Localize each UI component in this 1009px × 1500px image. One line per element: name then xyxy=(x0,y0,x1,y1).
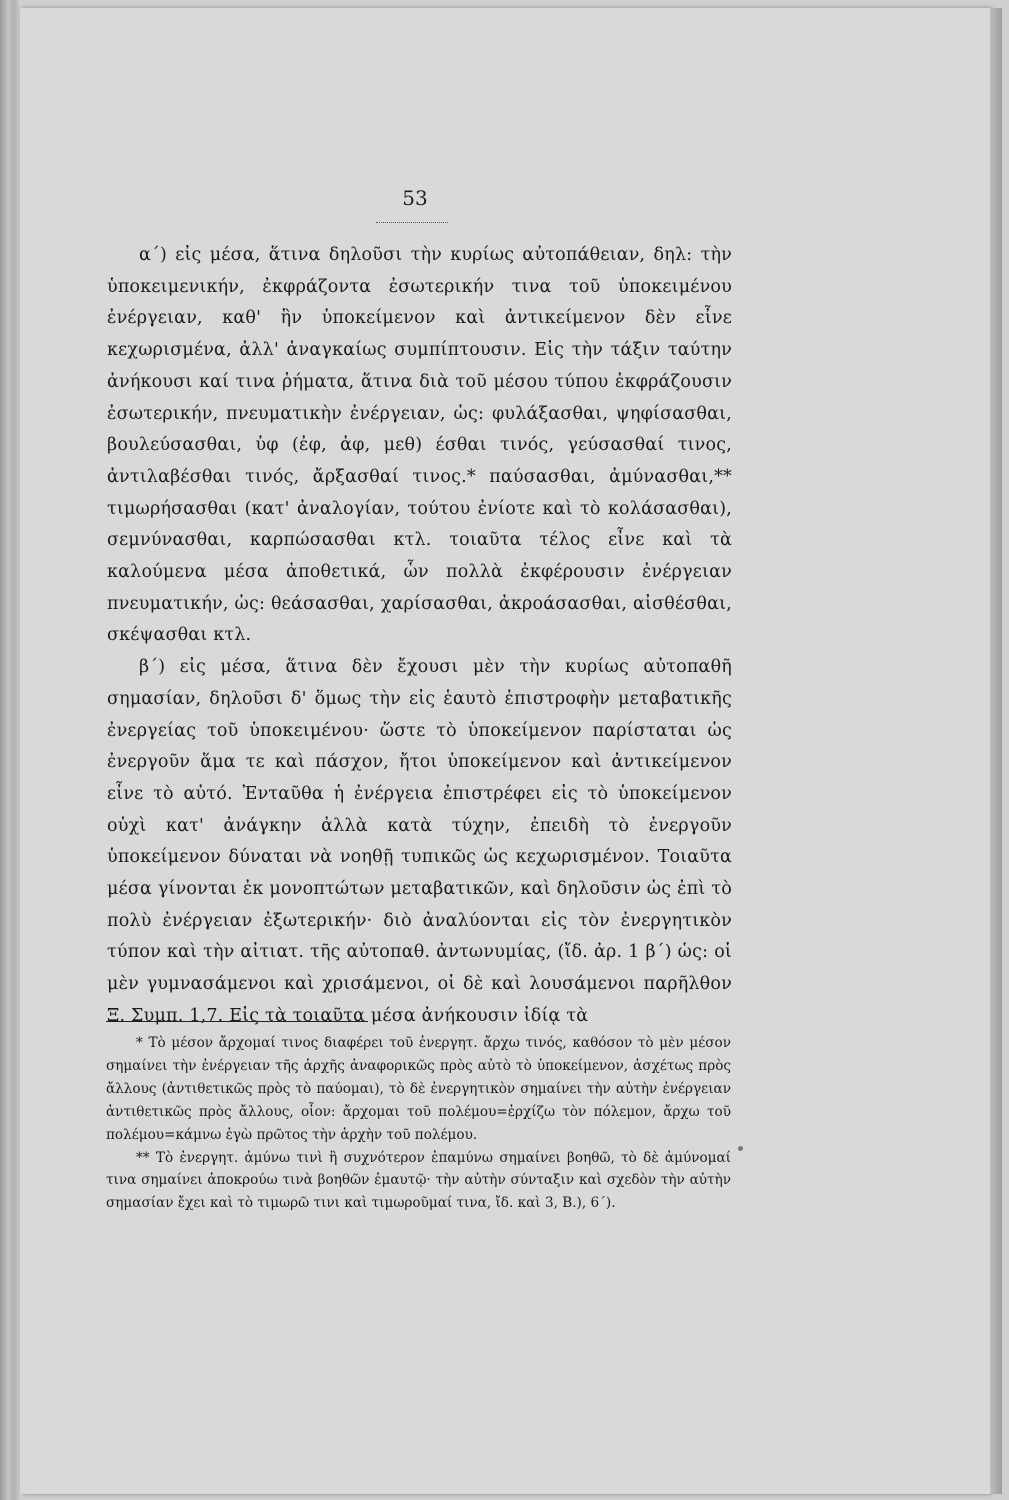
footnotes xyxy=(106,1032,731,1215)
paragraph-alpha: α΄) εἰς μέσα, ἅτινα δηλοῦσι τὴν κυρίως αὐτοπάθειαν, δηλ: τὴν ὑποκειμενικήν, ἐκφράζοντα ἐσωτερικήν τινα τοῦ ὑποκειμένου ἐνέργειαν, καθ' ἣν ὑποκείμενον καὶ ἀντικείμενον δὲν εἶνε κεχωρισμένα, ἀλλ' ἀναγκαίως συμπίπτουσιν. Εἰς τὴν τάξιν ταύτην ἀνήκουσι καί τινα ῥήματα, ἅτινα διὰ τοῦ μέσου τύπου ἐκφράζουσιν ἐσωτερικήν, πνευματικὴν ἐνέργειαν, ὡς: φυλάξασθαι, ψηφίσασθαι, βουλεύσασθαι, ὑφ (ἐφ, ἀφ, μεθ) έσθαι τινός, γεύσασθαί τινος, ἀντιλαβέσθαι τινός, ἄρξασθαί τινος.* παύσασθαι, ἀμύνασθαι,** τιμωρήσασθαι (κατ' ἀναλογίαν, τούτου ἐνίοτε καὶ τὸ κολάσασθαι), σεμνύνασθαι, καρπώσασθαι κτλ. τοιαῦτα τέλος εἶνε καὶ τὰ καλούμενα μέσα ἀποθετικά, ὧν πολλὰ ἐκφέρουσιν ἐνέργειαν πνευματικήν, ὡς: θεάσασθαι, χαρίσασθαι, ἀκροάσασθαι, αἰσθέσθαι, σκέψασθαι κτλ. xyxy=(107,245,732,646)
page-sheet xyxy=(20,8,990,1494)
paragraph-beta: β΄) εἰς μέσα, ἅτινα δὲν ἔχουσι μὲν τὴν κυρίως αὐτοπαθῆ σημασίαν, δηλοῦσι δ' ὅμως τὴν εἰς ἑαυτὸ ἐπιστροφὴν μεταβατικῆς ἐνεργείας τοῦ ὑποκειμένου· ὥστε τὸ ὑποκείμενον παρίσταται ὡς ἐνεργοῦν ἅμα τε καὶ πάσχον, ἤτοι ὑποκείμενον καὶ ἀντικείμενον εἶνε τὸ αὐτό. Ἐνταῦθα ἡ ἐνέργεια ἐπιστρέφει εἰς τὸ ὑποκείμενον οὐχὶ κατ' ἀνάγκην ἀλλὰ κατὰ τύχην, ἐπειδὴ τὸ ἐνεργοῦν ὑποκείμενον δύναται νὰ νοηθῇ τυπικῶς ὡς κεχωρισμένον. Τοιαῦτα μέσα γίνονται ἐκ μονοπτώτων μεταβατικῶν, καὶ δηλοῦσιν ὡς ἐπὶ τὸ πολὺ ἐνέργειαν ἐξωτερικήν· διὸ ἀναλύονται εἰς τὸν ἐνεργητικὸν τύπον καὶ τὴν αἰτιατ. τῆς αὐτοπαθ. ἀντωνυμίας, (ἴδ. ἀρ. 1 β΄) ὡς: οἱ μὲν γυμνασάμενοι καὶ χρισάμενοι, οἱ δὲ καὶ λουσάμενοι παρῆλθον Ξ. Συμπ. 1,7. Εἰς τὰ τοιαῦτα μέσα ἀνήκουσιν ἰδίᾳ τὰ xyxy=(107,657,732,1026)
page-number: 53 xyxy=(402,186,428,210)
body-text xyxy=(107,240,732,1033)
footnote-2: ** Τὸ ἐνεργητ. ἀμύνω τινὶ ἢ συχνότερον ἐπαμύνω σημαίνει βοηθῶ, τὸ δὲ ἀμύνομαί τινα σημαίνει ἀποκρούω τινὰ βοηθῶν ἐμαυτῷ· τὴν αὐτὴν σύνταξιν καὶ σχεδὸν τὴν αὐτὴν σημασίαν ἔχει καὶ τὸ τιμωρῶ τινι καὶ τιμωροῦμαί τινα, ἴδ. καὶ 3, Β.), 6΄). xyxy=(106,1149,731,1212)
footnote-separator xyxy=(106,1021,368,1022)
book-binding-edge xyxy=(0,0,22,1500)
paper-speck xyxy=(738,1146,743,1151)
page-number-underline xyxy=(376,222,448,223)
footnote-1: * Τὸ μέσον ἄρχομαί τινος διαφέρει τοῦ ἐνεργητ. ἄρχω τινός, καθόσον τὸ μὲν μέσον σημαίνει τὴν ἐνέργειαν τῆς ἀρχῆς ἀναφορικῶς πρὸς αὐτὸ τὸ ὑποκείμενον, ἀσχέτως πρὸς ἄλλους (ἀντιθετικῶς πρὸς τὸ παύομαι), τὸ δὲ ἐνεργητικὸν σημαίνει τὴν αὐτὴν ἐνέργειαν ἀντιθετικῶς πρὸς ἄλλους, οἷον: ἄρχομαι τοῦ πολέμου=ἐρχίζω τὸν πόλεμον, ἄρχω τοῦ πολέμου=κάμνω ἐγὼ πρῶτος τὴν ἀρχὴν τοῦ πολέμου. xyxy=(106,1035,731,1143)
page-edge-shadow xyxy=(990,8,1002,1494)
